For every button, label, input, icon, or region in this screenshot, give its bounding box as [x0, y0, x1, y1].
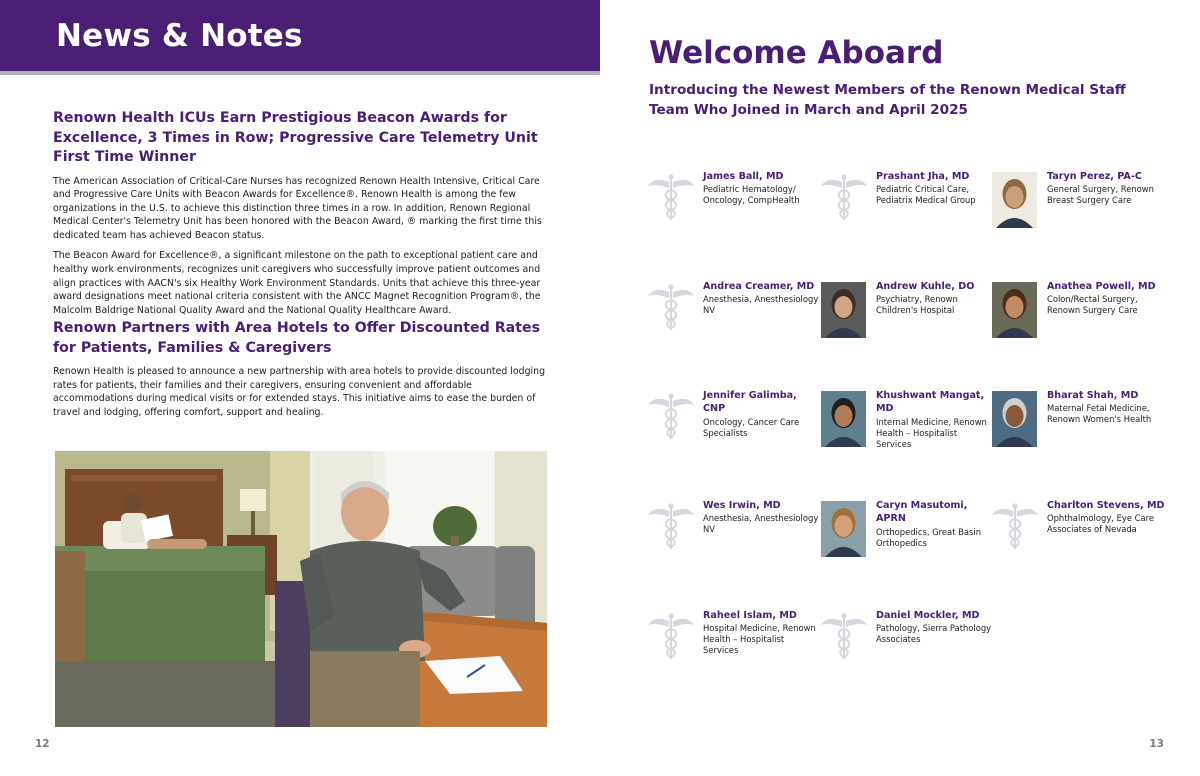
- member-name: Prashant Jha, MD: [876, 171, 970, 182]
- member-card: [992, 499, 1165, 559]
- right-page: [600, 0, 1200, 776]
- member-headshot: [821, 282, 866, 338]
- hotel-room-photo: [55, 451, 547, 727]
- welcome-title: Welcome Aboard: [649, 35, 944, 71]
- member-role: Anesthesia, Anesthesiology NV: [703, 294, 819, 316]
- article-beacon-awards: [53, 109, 549, 317]
- member-card: [648, 170, 818, 230]
- member-name: Taryn Perez, PA-C: [1047, 171, 1142, 182]
- member-role: Oncology, Cancer Care Specialists: [703, 417, 800, 439]
- caduceus-icon: [648, 391, 693, 447]
- caduceus-icon: [992, 501, 1037, 557]
- member-name: Anathea Powell, MD: [1047, 281, 1156, 292]
- article-paragraph: Renown Health is pleased to announce a new partnership with area hotels to provide discounted lodging rates for patients, their families and their caregivers, ensuring convenient and affordable accommodations during medical visits or for extended stays. This initiative aims to ease the burden of travel and lodging, offering comfort, support and healing.: [53, 366, 546, 418]
- member-name: Caryn Masutomi, APRN: [876, 500, 968, 524]
- section-title: News & Notes: [56, 18, 303, 54]
- member-role: Pediatric Critical Care, Pediatrix Medical Group: [876, 184, 976, 206]
- member-name: Daniel Mockler, MD: [876, 610, 980, 621]
- member-card: [821, 609, 991, 669]
- article-headline: Renown Partners with Area Hotels to Offer Discounted Rates for Patients, Families & Caregivers: [53, 320, 541, 356]
- caduceus-icon: [648, 282, 693, 338]
- article-hotel-partnership: [53, 319, 549, 419]
- member-headshot: [992, 282, 1037, 338]
- member-card: [821, 389, 991, 449]
- member-name: Khushwant Mangat, MD: [876, 390, 985, 414]
- article-paragraph: The Beacon Award for Excellence®, a significant milestone on the path to exceptional patient care and healthy work environments, recognizes unit caregivers who successfully improve patient outcomes and align practices with AACN's six Healthy Work Environment Standards. Units that achieve this three-year award designations meet national criteria consistent with the ANCC Magnet Recognition Program®, the Malcolm Baldrige National Quality Award and the National Quality Healthcare Award.: [53, 250, 541, 316]
- member-role: Psychiatry, Renown Children's Hospital: [876, 294, 958, 316]
- member-role: General Surgery, Renown Breast Surgery Care: [1047, 184, 1154, 206]
- member-card: [648, 389, 818, 449]
- article-paragraph: The American Association of Critical-Care Nurses has recognized Renown Health Intensive, Critical Care and Progressive Care Units with Beacon Awards for Excellence®. Renown Health is among the few organizations in the U.S. to achieve this distinction three times in a row. In addition, Renown Regional Medical Center's Telemetry Unit has been honored with the Beacon Award, ® marking the first time this dedicated team has achieved Beacon status.: [53, 175, 542, 241]
- member-headshot: [992, 391, 1037, 447]
- member-headshot: [821, 501, 866, 557]
- member-headshot: [992, 172, 1037, 228]
- member-card: [821, 170, 991, 230]
- member-name: James Ball, MD: [703, 171, 784, 182]
- welcome-subtitle: Introducing the Newest Members of the Renown Medical Staff Team Who Joined in March and April 2025: [649, 82, 1126, 118]
- member-name: Jennifer Galimba, CNP: [703, 390, 797, 414]
- caduceus-icon: [821, 611, 866, 667]
- member-name: Wes Irwin, MD: [703, 500, 781, 511]
- caduceus-icon: [648, 172, 693, 228]
- caduceus-icon: [648, 611, 693, 667]
- member-card: [992, 389, 1162, 449]
- caduceus-icon: [648, 501, 693, 557]
- member-name: Charlton Stevens, MD: [1047, 500, 1165, 511]
- page-number: 12: [35, 738, 50, 750]
- member-card: [648, 609, 818, 669]
- member-role: Orthopedics, Great Basin Orthopedics: [876, 527, 982, 549]
- member-name: Andrew Kuhle, DO: [876, 281, 975, 292]
- member-role: Internal Medicine, Renown Health – Hospitalist Services: [876, 417, 987, 450]
- section-header-rule: [0, 71, 600, 75]
- member-name: Bharat Shah, MD: [1047, 390, 1139, 401]
- member-card: [992, 280, 1162, 340]
- article-headline: Renown Health ICUs Earn Prestigious Beacon Awards for Excellence, 3 Times in Row; Progressive Care Telemetry Unit First Time Winner: [53, 110, 538, 165]
- member-card: [821, 499, 991, 559]
- caduceus-icon: [821, 172, 866, 228]
- member-role: Ophthalmology, Eye Care Associates of Nevada: [1047, 513, 1155, 535]
- member-role: Colon/Rectal Surgery, Renown Surgery Care: [1047, 294, 1138, 316]
- member-role: Anesthesia, Anesthesiology NV: [703, 513, 819, 535]
- member-card: [992, 170, 1162, 230]
- member-role: Hospital Medicine, Renown Health – Hospitalist Services: [703, 623, 816, 656]
- member-role: Pediatric Hematology/ Oncology, CompHealth: [703, 184, 800, 206]
- member-role: Pathology, Sierra Pathology Associates: [876, 623, 992, 645]
- member-role: Maternal Fetal Medicine, Renown Women's Health: [1047, 403, 1152, 425]
- member-card: [648, 499, 818, 559]
- member-card: [821, 280, 991, 340]
- member-name: Andrea Creamer, MD: [703, 281, 815, 292]
- member-name: Raheel Islam, MD: [703, 610, 797, 621]
- member-card: [648, 280, 818, 340]
- member-headshot: [821, 391, 866, 447]
- page-number: 13: [1149, 738, 1164, 750]
